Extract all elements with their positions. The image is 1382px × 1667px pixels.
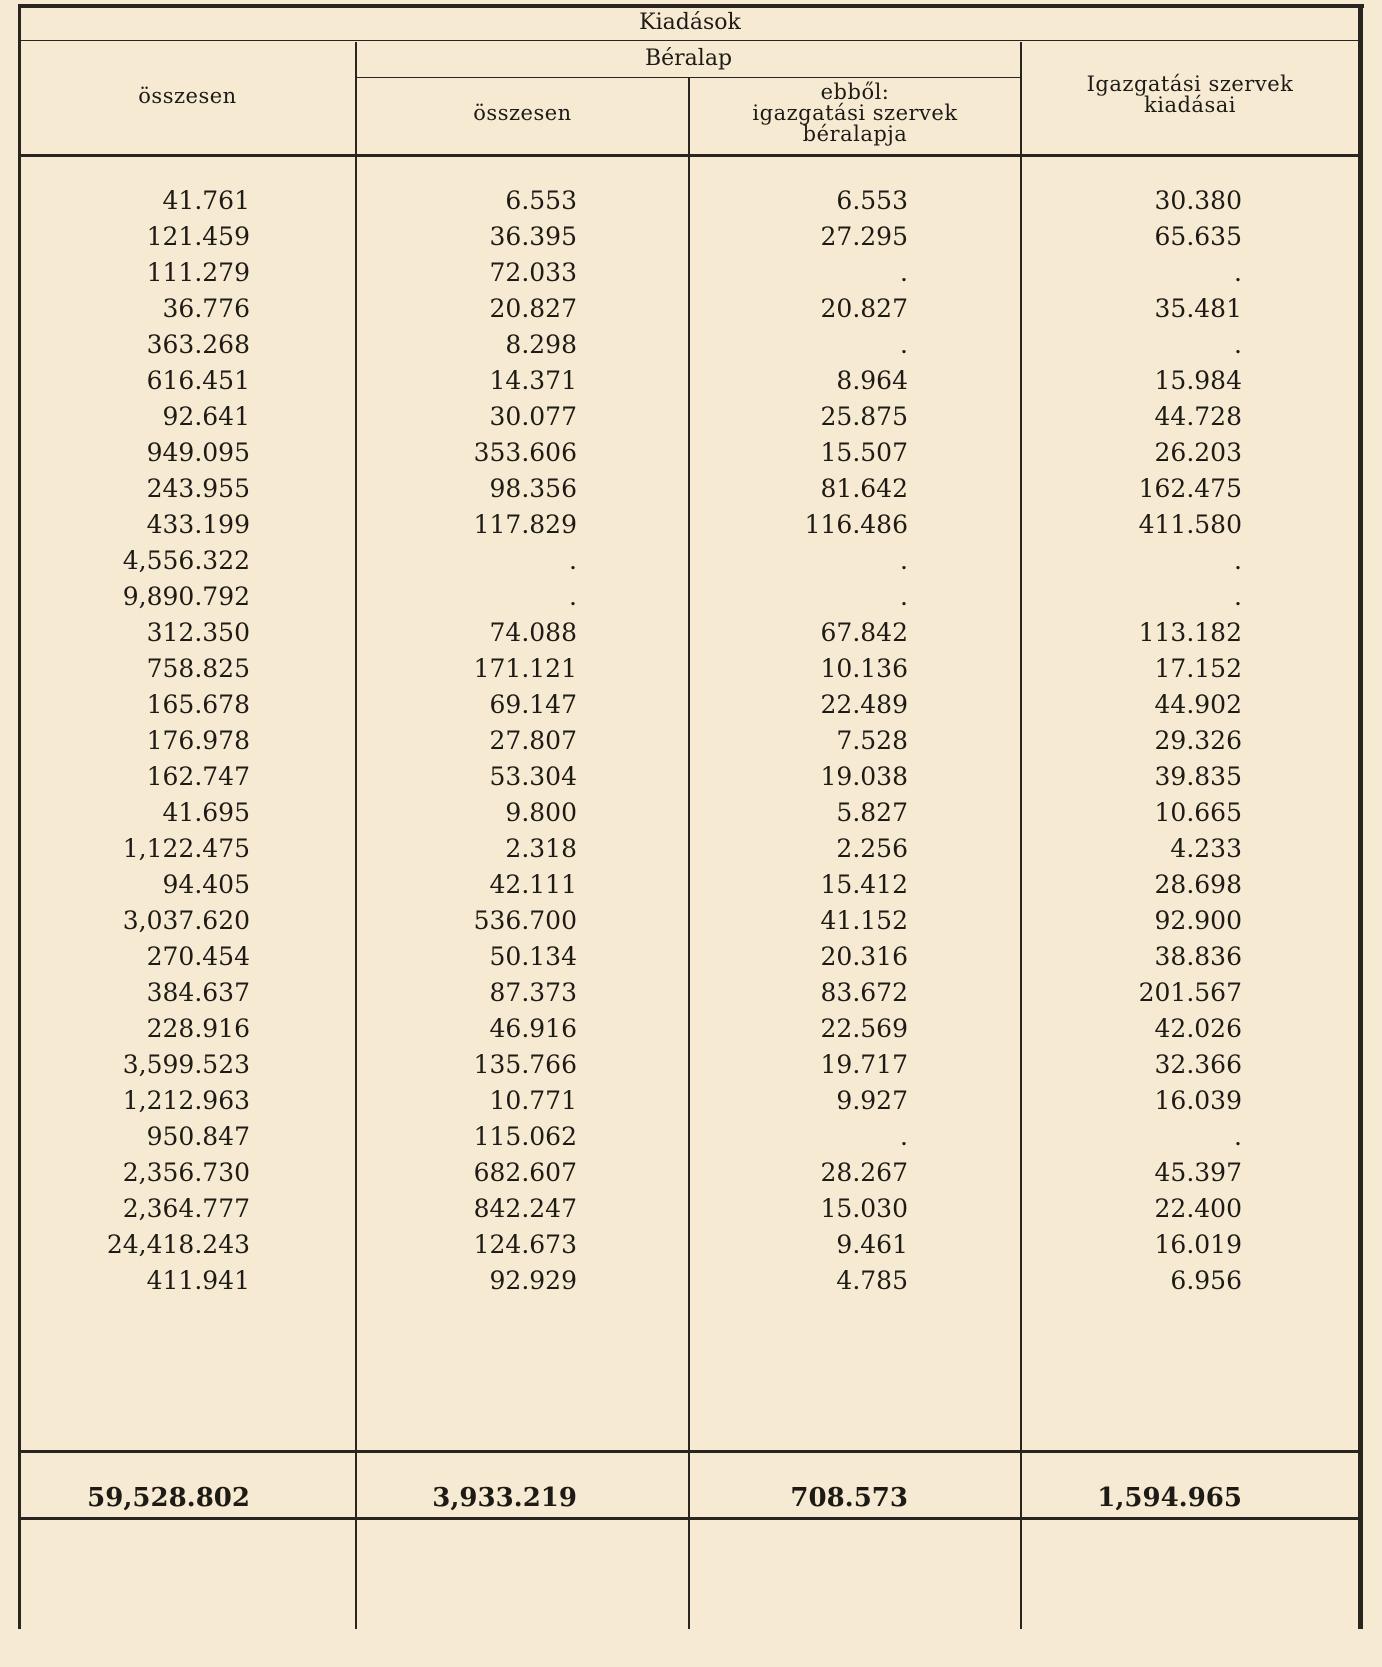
table-cell: 83.672: [820, 978, 908, 1007]
table-cell: 35.481: [1154, 294, 1242, 323]
table-cell: 45.397: [1154, 1158, 1242, 1187]
table-cell: 17.152: [1154, 654, 1242, 683]
table-cell: 8.298: [505, 330, 577, 359]
table-cell: 4,556.322: [122, 546, 250, 575]
table-cell: 15.507: [820, 438, 908, 467]
table-cell: .: [900, 258, 908, 287]
table-cell: 1,122.475: [122, 834, 250, 863]
table-cell: 758.825: [146, 654, 250, 683]
table-cell: 16.039: [1154, 1086, 1242, 1115]
table-cell: 25.875: [820, 402, 908, 431]
table-cell: 8.964: [836, 366, 908, 395]
header-ebbol-line3: béralapja: [802, 122, 908, 146]
header-ebbol-line2: igazgatási szervek: [752, 101, 958, 125]
table-cell: 176.978: [146, 726, 250, 755]
table-cell: 243.955: [146, 474, 250, 503]
table-cell: 117.829: [473, 510, 577, 539]
table-cell: .: [900, 1122, 908, 1151]
totals-top-rule: [20, 1450, 1360, 1453]
table-cell: 433.199: [146, 510, 250, 539]
table-cell: 65.635: [1154, 222, 1242, 251]
table-cell: 27.295: [820, 222, 908, 251]
table-cell: 384.637: [146, 978, 250, 1007]
totals-bottom-rule: [20, 1517, 1360, 1520]
table-cell: 10.771: [489, 1086, 577, 1115]
table-cell: 20.827: [820, 294, 908, 323]
table-cell: 411.941: [146, 1266, 250, 1295]
table-cell: 44.728: [1154, 402, 1242, 431]
total-beralap-osszesen: 3,933.219: [432, 1483, 577, 1513]
total-igazgatasi-kiadasai: 1,594.965: [1097, 1483, 1242, 1513]
table-cell: 81.642: [820, 474, 908, 503]
table-cell: 121.459: [146, 222, 250, 251]
header-igazgatasi-line2: kiadásai: [1144, 93, 1236, 117]
table-cell: 950.847: [146, 1122, 250, 1151]
table-cell: 26.203: [1154, 438, 1242, 467]
table-cell: 19.717: [820, 1050, 908, 1079]
table-cell: 2.318: [505, 834, 577, 863]
table-cell: 10.136: [820, 654, 908, 683]
table-cell: .: [1234, 546, 1242, 575]
table-cell: 270.454: [146, 942, 250, 971]
table-cell: 28.698: [1154, 870, 1242, 899]
table-cell: 6.553: [836, 186, 908, 215]
table-cell: 53.304: [489, 762, 577, 791]
table-cell: 363.268: [146, 330, 250, 359]
table-cell: 15.412: [820, 870, 908, 899]
table-cell: 2.256: [836, 834, 908, 863]
table-cell: .: [900, 330, 908, 359]
table-cell: 312.350: [146, 618, 250, 647]
table-cell: 9.927: [836, 1086, 908, 1115]
table-cell: 41.152: [820, 906, 908, 935]
table-cell: 9.461: [836, 1230, 908, 1259]
table-cell: 87.373: [489, 978, 577, 1007]
header-igazgatasi-line1: Igazgatási szervek: [1086, 72, 1294, 96]
table-cell: 9,890.792: [122, 582, 250, 611]
table-cell: 162.747: [146, 762, 250, 791]
table-cell: 116.486: [804, 510, 908, 539]
table-cell: 36.395: [489, 222, 577, 251]
table-cell: .: [569, 582, 577, 611]
table-cell: 10.665: [1154, 798, 1242, 827]
header-igazgatasi: [1022, 74, 1358, 116]
table-cell: 4.233: [1170, 834, 1242, 863]
table-cell: 20.316: [820, 942, 908, 971]
header-beralap: Béralap: [644, 46, 733, 71]
table-cell: 115.062: [473, 1122, 577, 1151]
table-cell: 38.836: [1154, 942, 1242, 971]
header-divider-1: [20, 40, 1360, 41]
table-cell: 9.800: [505, 798, 577, 827]
table-cell: 36.776: [162, 294, 250, 323]
table-cell: 536.700: [473, 906, 577, 935]
top-border: [18, 4, 1364, 8]
table-cell: 30.077: [489, 402, 577, 431]
table-cell: .: [569, 546, 577, 575]
table-cell: 69.147: [489, 690, 577, 719]
table-cell: 16.019: [1154, 1230, 1242, 1259]
table-cell: 22.569: [820, 1014, 908, 1043]
right-border: [1358, 4, 1363, 1629]
column-igazgatasi-kiadasai: [1022, 183, 1242, 1299]
table-cell: 111.279: [146, 258, 250, 287]
table-cell: 72.033: [489, 258, 577, 287]
table-cell: 27.807: [489, 726, 577, 755]
table-cell: 201.567: [1138, 978, 1242, 1007]
table-cell: 22.489: [820, 690, 908, 719]
table-cell: 94.405: [162, 870, 250, 899]
total-osszesen: 59,528.802: [87, 1483, 250, 1513]
table-cell: 19.038: [820, 762, 908, 791]
header-ebbol: [690, 82, 1020, 145]
table-cell: 14.371: [489, 366, 577, 395]
table-cell: 616.451: [146, 366, 250, 395]
table-cell: 162.475: [1138, 474, 1242, 503]
table-cell: 171.121: [473, 654, 577, 683]
table-cell: 124.673: [473, 1230, 577, 1259]
table-cell: 4.785: [836, 1266, 908, 1295]
table-cell: 3,599.523: [122, 1050, 250, 1079]
table-cell: 20.827: [489, 294, 577, 323]
table-cell: .: [1234, 582, 1242, 611]
table-cell: 6.956: [1170, 1266, 1242, 1295]
table-cell: 67.842: [820, 618, 908, 647]
total-ebbol-beralapja: 708.573: [790, 1483, 908, 1513]
table-cell: 949.095: [146, 438, 250, 467]
table-cell: 15.030: [820, 1194, 908, 1223]
table-cell: 22.400: [1154, 1194, 1242, 1223]
table-cell: 24,418.243: [106, 1230, 250, 1259]
table-cell: 46.916: [489, 1014, 577, 1043]
table-cell: 92.929: [489, 1266, 577, 1295]
column-osszesen: [20, 183, 250, 1299]
column-ebbol-beralapja: [690, 183, 908, 1299]
table-cell: 7.528: [836, 726, 908, 755]
table-cell: 39.835: [1154, 762, 1242, 791]
table-cell: 41.695: [162, 798, 250, 827]
table-cell: .: [900, 546, 908, 575]
table-cell: 29.326: [1154, 726, 1242, 755]
table-cell: 28.267: [820, 1158, 908, 1187]
table-cell: 30.380: [1154, 186, 1242, 215]
table-cell: 44.902: [1154, 690, 1242, 719]
table-cell: 3,037.620: [122, 906, 250, 935]
table-cell: 2,356.730: [122, 1158, 250, 1187]
header-bottom-rule: [20, 154, 1360, 157]
table-cell: 411.580: [1138, 510, 1242, 539]
table-cell: .: [1234, 330, 1242, 359]
table-cell: 1,212.963: [122, 1086, 250, 1115]
table-cell: 42.026: [1154, 1014, 1242, 1043]
table-cell: 842.247: [473, 1194, 577, 1223]
table-cell: 2,364.777: [122, 1194, 250, 1223]
table-cell: 98.356: [489, 474, 577, 503]
table-cell: 165.678: [146, 690, 250, 719]
header-osszesen: összesen: [138, 84, 237, 108]
table-cell: 41.761: [162, 186, 250, 215]
table-cell: 50.134: [489, 942, 577, 971]
table-cell: 92.900: [1154, 906, 1242, 935]
table-cell: .: [1234, 258, 1242, 287]
header-ebbol-line1: ebből:: [820, 80, 890, 104]
table-cell: .: [1234, 1122, 1242, 1151]
table-cell: 353.606: [473, 438, 577, 467]
table-cell: 32.366: [1154, 1050, 1242, 1079]
table-cell: 5.827: [836, 798, 908, 827]
table-cell: 135.766: [473, 1050, 577, 1079]
table-cell: 682.607: [473, 1158, 577, 1187]
header-beralap-osszesen: összesen: [473, 101, 572, 125]
table-cell: .: [900, 582, 908, 611]
header-kiadasok: Kiadások: [639, 10, 741, 35]
table-cell: 74.088: [489, 618, 577, 647]
column-beralap-osszesen: [357, 183, 577, 1299]
table-cell: 113.182: [1138, 618, 1242, 647]
table-cell: 228.916: [146, 1014, 250, 1043]
table-cell: 15.984: [1154, 366, 1242, 395]
table-cell: 6.553: [505, 186, 577, 215]
table-cell: 92.641: [162, 402, 250, 431]
table-cell: 42.111: [489, 870, 577, 899]
